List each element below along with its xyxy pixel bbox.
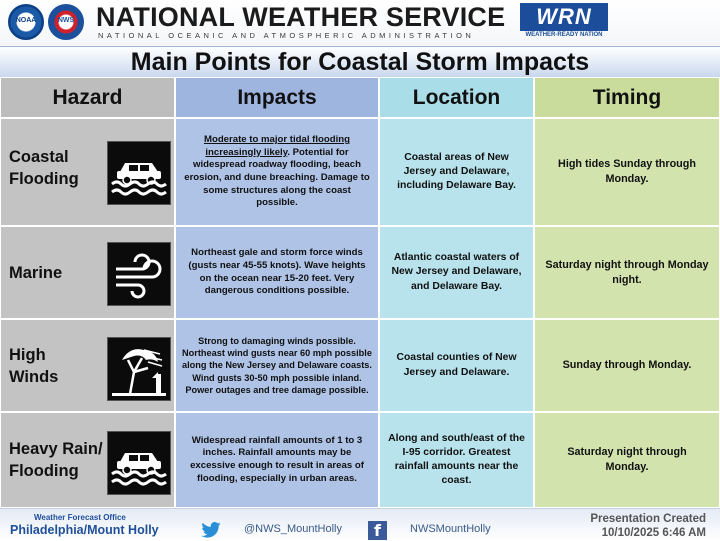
- impacts-cell: Strong to damaging winds possible. Northeast wind gusts near 60 mph possible along the New Jersey and Delaware coasts. Wind gusts 30-50 mph possible inland. Power outages and tree damage possible.: [175, 319, 379, 412]
- agency-title: NATIONAL WEATHER SERVICE: [96, 2, 506, 32]
- timing-cell: High tides Sunday through Monday.: [534, 118, 720, 226]
- facebook-handle[interactable]: NWSMountHolly: [410, 523, 491, 535]
- location-cell: Coastal counties of New Jersey and Delaware.: [379, 319, 534, 412]
- high-winds-tree-icon: [107, 337, 171, 401]
- location-cell: Atlantic coastal waters of New Jersey and Delaware, and Delaware Bay.: [379, 226, 534, 319]
- coastal-flooding-icon: [107, 141, 171, 205]
- timing-cell: Saturday night through Monday night.: [534, 226, 720, 319]
- header-impacts: Impacts: [175, 77, 379, 118]
- impacts-cell: Northeast gale and storm force winds (gusts near 45-55 knots). Wave heights on the ocean near 15-20 feet. Very dangerous conditions possible.: [175, 226, 379, 319]
- title-bar: [0, 46, 720, 78]
- hazard-cell: [0, 118, 175, 226]
- wfo-name: Philadelphia/Mount Holly: [10, 523, 159, 537]
- hazard-name: High Winds: [9, 346, 59, 387]
- hazard-cell: [0, 412, 175, 508]
- hazard-name: Heavy Rain/ Flooding: [9, 440, 103, 481]
- nws-header: [0, 0, 720, 46]
- timing-cell: Sunday through Monday.: [534, 319, 720, 412]
- agency-subtitle: NATIONAL OCEANIC AND ATMOSPHERIC ADMINISTRATION: [98, 31, 475, 40]
- flooded-car-icon: [107, 431, 171, 495]
- impacts-cell: Widespread rainfall amounts of 1 to 3 inches. Rainfall amounts may be excessive enough to result in areas of flooding, especially in urban areas.: [175, 412, 379, 508]
- location-cell: Coastal areas of New Jersey and Delaware, including Delaware Bay.: [379, 118, 534, 226]
- facebook-icon[interactable]: f: [368, 521, 387, 540]
- header-location: Location: [379, 77, 534, 118]
- timing-cell: Saturday night through Monday.: [534, 412, 720, 508]
- header-timing: Timing: [534, 77, 720, 118]
- footer: [0, 508, 720, 541]
- impacts-cell: Moderate to major tidal flooding increasingly likely. Potential for widespread roadway flooding, beach erosion, and dune breaching. Damage to some structures along the coast possible.: [175, 118, 379, 226]
- marine-wind-icon: [107, 242, 171, 306]
- twitter-bird-icon[interactable]: [201, 522, 221, 538]
- hazard-name: Marine: [9, 264, 63, 282]
- hazard-cell: [0, 319, 175, 412]
- impacts-table: [0, 77, 720, 507]
- hazard-name: Coastal Flooding: [9, 148, 79, 189]
- noaa-logo: NOAA: [8, 4, 44, 40]
- hazard-cell: [0, 226, 175, 319]
- wfo-label: Weather Forecast Office: [34, 513, 126, 522]
- presentation-created: Presentation Created 10/10/2025 6:46 AM: [590, 513, 706, 539]
- twitter-handle[interactable]: @NWS_MountHolly: [244, 523, 342, 535]
- location-cell: Along and south/east of the I-95 corridor. Greatest rainfall amounts near the coast.: [379, 412, 534, 508]
- nws-logo: NWS: [48, 4, 84, 40]
- header-hazard: Hazard: [0, 77, 175, 118]
- weather-ready-nation-logo: WRN WEATHER-READY NATION: [520, 3, 608, 41]
- page-title: Main Points for Coastal Storm Impacts: [130, 48, 590, 76]
